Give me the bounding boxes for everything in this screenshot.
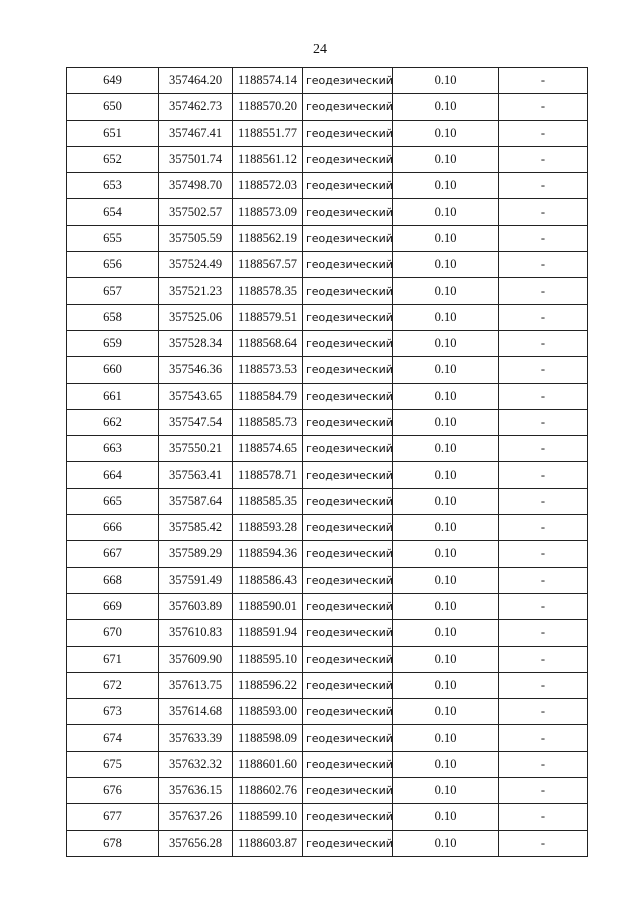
method-cell: геодезический <box>303 620 393 646</box>
accuracy-cell: 0.10 <box>393 436 499 462</box>
y-coordinate-cell: 1188573.09 <box>233 199 303 225</box>
x-coordinate-cell: 357528.34 <box>159 330 233 356</box>
x-coordinate-cell: 357502.57 <box>159 199 233 225</box>
point-number-cell: 673 <box>67 699 159 725</box>
y-coordinate-cell: 1188598.09 <box>233 725 303 751</box>
x-coordinate-cell: 357589.29 <box>159 541 233 567</box>
y-coordinate-cell: 1188595.10 <box>233 646 303 672</box>
x-coordinate-cell: 357543.65 <box>159 383 233 409</box>
method-cell: геодезический <box>303 304 393 330</box>
accuracy-cell: 0.10 <box>393 541 499 567</box>
method-cell: геодезический <box>303 725 393 751</box>
table-row <box>67 278 588 304</box>
accuracy-cell: 0.10 <box>393 199 499 225</box>
point-number-cell: 668 <box>67 567 159 593</box>
note-cell: - <box>499 278 588 304</box>
x-coordinate-cell: 357498.70 <box>159 173 233 199</box>
x-coordinate-cell: 357467.41 <box>159 120 233 146</box>
accuracy-cell: 0.10 <box>393 94 499 120</box>
note-cell: - <box>499 699 588 725</box>
accuracy-cell: 0.10 <box>393 778 499 804</box>
y-coordinate-cell: 1188594.36 <box>233 541 303 567</box>
method-cell: геодезический <box>303 409 393 435</box>
table-row <box>67 436 588 462</box>
table-row <box>67 593 588 619</box>
x-coordinate-cell: 357464.20 <box>159 68 233 94</box>
accuracy-cell: 0.10 <box>393 830 499 856</box>
point-number-cell: 654 <box>67 199 159 225</box>
table-row <box>67 225 588 251</box>
accuracy-cell: 0.10 <box>393 515 499 541</box>
x-coordinate-cell: 357633.39 <box>159 725 233 751</box>
note-cell: - <box>499 725 588 751</box>
y-coordinate-cell: 1188593.28 <box>233 515 303 541</box>
table-row <box>67 330 588 356</box>
point-number-cell: 665 <box>67 488 159 514</box>
y-coordinate-cell: 1188562.19 <box>233 225 303 251</box>
note-cell: - <box>499 778 588 804</box>
y-coordinate-cell: 1188602.76 <box>233 778 303 804</box>
method-cell: геодезический <box>303 252 393 278</box>
table-row <box>67 120 588 146</box>
y-coordinate-cell: 1188551.77 <box>233 120 303 146</box>
note-cell: - <box>499 830 588 856</box>
point-number-cell: 671 <box>67 646 159 672</box>
y-coordinate-cell: 1188586.43 <box>233 567 303 593</box>
point-number-cell: 660 <box>67 357 159 383</box>
accuracy-cell: 0.10 <box>393 252 499 278</box>
method-cell: геодезический <box>303 541 393 567</box>
table-row <box>67 252 588 278</box>
x-coordinate-cell: 357603.89 <box>159 593 233 619</box>
table-row <box>67 567 588 593</box>
method-cell: геодезический <box>303 146 393 172</box>
point-number-cell: 670 <box>67 620 159 646</box>
method-cell: геодезический <box>303 699 393 725</box>
note-cell: - <box>499 252 588 278</box>
table-row <box>67 357 588 383</box>
point-number-cell: 650 <box>67 94 159 120</box>
accuracy-cell: 0.10 <box>393 68 499 94</box>
x-coordinate-cell: 357521.23 <box>159 278 233 304</box>
y-coordinate-cell: 1188584.79 <box>233 383 303 409</box>
note-cell: - <box>499 383 588 409</box>
point-number-cell: 678 <box>67 830 159 856</box>
note-cell: - <box>499 120 588 146</box>
point-number-cell: 676 <box>67 778 159 804</box>
y-coordinate-cell: 1188574.65 <box>233 436 303 462</box>
y-coordinate-cell: 1188585.73 <box>233 409 303 435</box>
x-coordinate-cell: 357524.49 <box>159 252 233 278</box>
method-cell: геодезический <box>303 646 393 672</box>
x-coordinate-cell: 357637.26 <box>159 804 233 830</box>
note-cell: - <box>499 68 588 94</box>
method-cell: геодезический <box>303 68 393 94</box>
accuracy-cell: 0.10 <box>393 225 499 251</box>
note-cell: - <box>499 330 588 356</box>
x-coordinate-cell: 357550.21 <box>159 436 233 462</box>
accuracy-cell: 0.10 <box>393 462 499 488</box>
note-cell: - <box>499 304 588 330</box>
point-number-cell: 672 <box>67 672 159 698</box>
note-cell: - <box>499 146 588 172</box>
y-coordinate-cell: 1188585.35 <box>233 488 303 514</box>
note-cell: - <box>499 804 588 830</box>
accuracy-cell: 0.10 <box>393 330 499 356</box>
method-cell: геодезический <box>303 330 393 356</box>
note-cell: - <box>499 593 588 619</box>
accuracy-cell: 0.10 <box>393 278 499 304</box>
x-coordinate-cell: 357546.36 <box>159 357 233 383</box>
method-cell: геодезический <box>303 383 393 409</box>
y-coordinate-cell: 1188591.94 <box>233 620 303 646</box>
x-coordinate-cell: 357547.54 <box>159 409 233 435</box>
table-row <box>67 383 588 409</box>
point-number-cell: 653 <box>67 173 159 199</box>
point-number-cell: 675 <box>67 751 159 777</box>
accuracy-cell: 0.10 <box>393 804 499 830</box>
note-cell: - <box>499 541 588 567</box>
accuracy-cell: 0.10 <box>393 620 499 646</box>
note-cell: - <box>499 199 588 225</box>
method-cell: геодезический <box>303 778 393 804</box>
table-row <box>67 304 588 330</box>
x-coordinate-cell: 357591.49 <box>159 567 233 593</box>
point-number-cell: 663 <box>67 436 159 462</box>
y-coordinate-cell: 1188568.64 <box>233 330 303 356</box>
point-number-cell: 664 <box>67 462 159 488</box>
table-row <box>67 199 588 225</box>
table-row <box>67 94 588 120</box>
note-cell: - <box>499 672 588 698</box>
accuracy-cell: 0.10 <box>393 699 499 725</box>
y-coordinate-cell: 1188596.22 <box>233 672 303 698</box>
accuracy-cell: 0.10 <box>393 173 499 199</box>
method-cell: геодезический <box>303 120 393 146</box>
table-row <box>67 541 588 567</box>
method-cell: геодезический <box>303 488 393 514</box>
table-row <box>67 778 588 804</box>
accuracy-cell: 0.10 <box>393 357 499 383</box>
accuracy-cell: 0.10 <box>393 646 499 672</box>
method-cell: геодезический <box>303 751 393 777</box>
accuracy-cell: 0.10 <box>393 672 499 698</box>
coordinates-table-body <box>67 68 588 857</box>
accuracy-cell: 0.10 <box>393 409 499 435</box>
x-coordinate-cell: 357632.32 <box>159 751 233 777</box>
accuracy-cell: 0.10 <box>393 725 499 751</box>
x-coordinate-cell: 357636.15 <box>159 778 233 804</box>
y-coordinate-cell: 1188579.51 <box>233 304 303 330</box>
note-cell: - <box>499 515 588 541</box>
table-row <box>67 646 588 672</box>
table-row <box>67 672 588 698</box>
y-coordinate-cell: 1188599.10 <box>233 804 303 830</box>
point-number-cell: 652 <box>67 146 159 172</box>
table-row <box>67 488 588 514</box>
note-cell: - <box>499 488 588 514</box>
method-cell: геодезический <box>303 567 393 593</box>
table-row <box>67 409 588 435</box>
y-coordinate-cell: 1188578.71 <box>233 462 303 488</box>
point-number-cell: 669 <box>67 593 159 619</box>
x-coordinate-cell: 357587.64 <box>159 488 233 514</box>
note-cell: - <box>499 409 588 435</box>
page-number: 24 <box>313 42 327 57</box>
y-coordinate-cell: 1188567.57 <box>233 252 303 278</box>
note-cell: - <box>499 567 588 593</box>
point-number-cell: 666 <box>67 515 159 541</box>
x-coordinate-cell: 357525.06 <box>159 304 233 330</box>
y-coordinate-cell: 1188561.12 <box>233 146 303 172</box>
method-cell: геодезический <box>303 672 393 698</box>
x-coordinate-cell: 357613.75 <box>159 672 233 698</box>
table-row <box>67 751 588 777</box>
accuracy-cell: 0.10 <box>393 304 499 330</box>
method-cell: геодезический <box>303 357 393 383</box>
point-number-cell: 655 <box>67 225 159 251</box>
method-cell: геодезический <box>303 830 393 856</box>
accuracy-cell: 0.10 <box>393 383 499 409</box>
method-cell: геодезический <box>303 225 393 251</box>
table-row <box>67 515 588 541</box>
point-number-cell: 651 <box>67 120 159 146</box>
table-row <box>67 620 588 646</box>
x-coordinate-cell: 357614.68 <box>159 699 233 725</box>
x-coordinate-cell: 357505.59 <box>159 225 233 251</box>
y-coordinate-cell: 1188572.03 <box>233 173 303 199</box>
y-coordinate-cell: 1188590.01 <box>233 593 303 619</box>
y-coordinate-cell: 1188578.35 <box>233 278 303 304</box>
method-cell: геодезический <box>303 199 393 225</box>
point-number-cell: 658 <box>67 304 159 330</box>
x-coordinate-cell: 357462.73 <box>159 94 233 120</box>
method-cell: геодезический <box>303 515 393 541</box>
method-cell: геодезический <box>303 173 393 199</box>
x-coordinate-cell: 357563.41 <box>159 462 233 488</box>
note-cell: - <box>499 436 588 462</box>
accuracy-cell: 0.10 <box>393 120 499 146</box>
point-number-cell: 674 <box>67 725 159 751</box>
method-cell: геодезический <box>303 436 393 462</box>
point-number-cell: 662 <box>67 409 159 435</box>
table-row <box>67 699 588 725</box>
note-cell: - <box>499 94 588 120</box>
y-coordinate-cell: 1188601.60 <box>233 751 303 777</box>
table-row <box>67 830 588 856</box>
y-coordinate-cell: 1188570.20 <box>233 94 303 120</box>
y-coordinate-cell: 1188593.00 <box>233 699 303 725</box>
method-cell: геодезический <box>303 804 393 830</box>
x-coordinate-cell: 357609.90 <box>159 646 233 672</box>
accuracy-cell: 0.10 <box>393 567 499 593</box>
table-row <box>67 725 588 751</box>
method-cell: геодезический <box>303 278 393 304</box>
table-row <box>67 146 588 172</box>
x-coordinate-cell: 357610.83 <box>159 620 233 646</box>
accuracy-cell: 0.10 <box>393 593 499 619</box>
y-coordinate-cell: 1188573.53 <box>233 357 303 383</box>
table-row <box>67 462 588 488</box>
accuracy-cell: 0.10 <box>393 146 499 172</box>
x-coordinate-cell: 357501.74 <box>159 146 233 172</box>
point-number-cell: 667 <box>67 541 159 567</box>
table-row <box>67 68 588 94</box>
x-coordinate-cell: 357585.42 <box>159 515 233 541</box>
note-cell: - <box>499 357 588 383</box>
note-cell: - <box>499 751 588 777</box>
note-cell: - <box>499 173 588 199</box>
note-cell: - <box>499 620 588 646</box>
note-cell: - <box>499 462 588 488</box>
method-cell: геодезический <box>303 94 393 120</box>
accuracy-cell: 0.10 <box>393 488 499 514</box>
table-row <box>67 173 588 199</box>
method-cell: геодезический <box>303 593 393 619</box>
note-cell: - <box>499 225 588 251</box>
point-number-cell: 656 <box>67 252 159 278</box>
note-cell: - <box>499 646 588 672</box>
method-cell: геодезический <box>303 462 393 488</box>
point-number-cell: 649 <box>67 68 159 94</box>
coordinates-table <box>66 67 588 857</box>
y-coordinate-cell: 1188574.14 <box>233 68 303 94</box>
accuracy-cell: 0.10 <box>393 751 499 777</box>
point-number-cell: 657 <box>67 278 159 304</box>
point-number-cell: 661 <box>67 383 159 409</box>
point-number-cell: 677 <box>67 804 159 830</box>
x-coordinate-cell: 357656.28 <box>159 830 233 856</box>
table-row <box>67 804 588 830</box>
y-coordinate-cell: 1188603.87 <box>233 830 303 856</box>
point-number-cell: 659 <box>67 330 159 356</box>
